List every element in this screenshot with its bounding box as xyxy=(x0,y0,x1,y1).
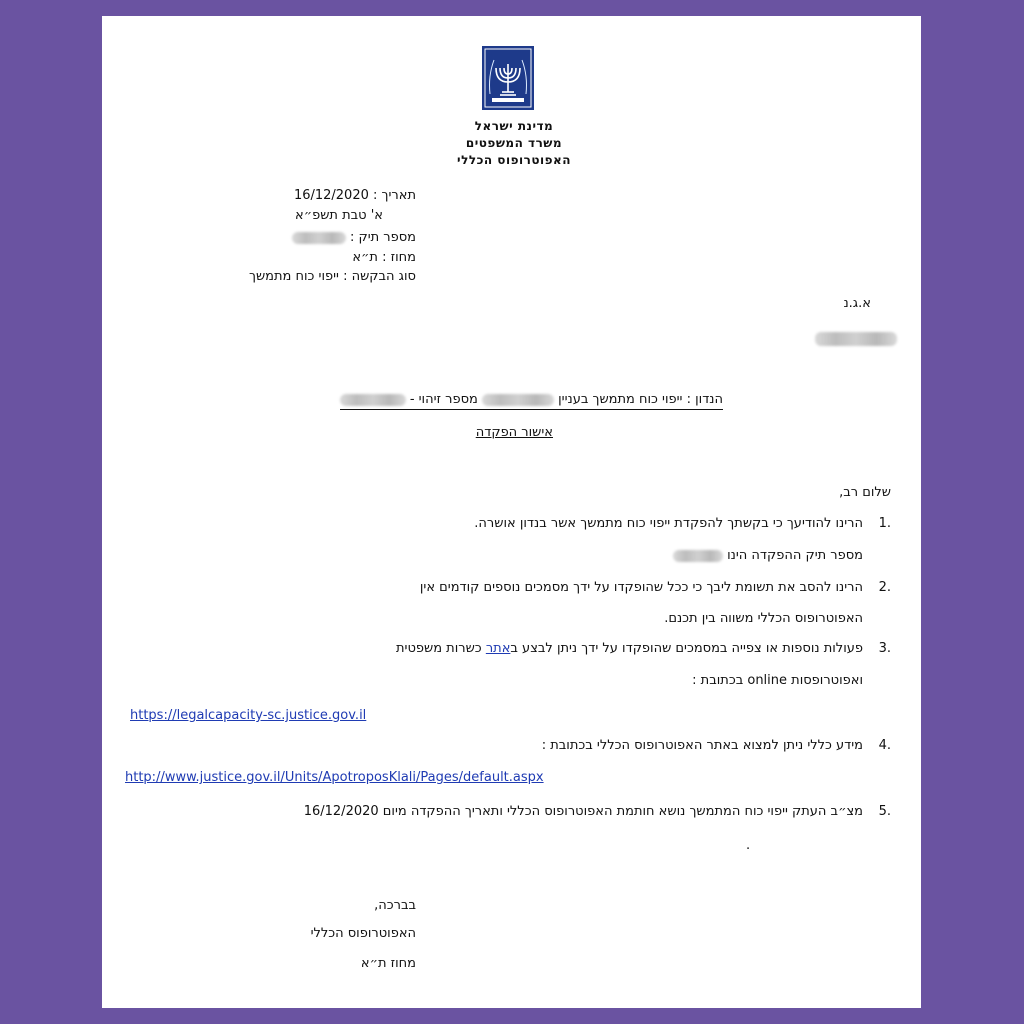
item-number-2: .2 xyxy=(878,580,891,595)
redacted-recipient xyxy=(815,332,897,346)
redacted-subject-name xyxy=(482,394,554,406)
district-label: מחוז : xyxy=(382,250,416,265)
justice-site-link[interactable]: http://www.justice.gov.il/Units/ApotroposKlali/Pages/default.aspx xyxy=(125,770,544,785)
header-ministry: משרד המשפטים xyxy=(465,136,563,150)
file-number-line xyxy=(292,230,416,245)
file-number-label: מספר תיק : xyxy=(349,230,416,245)
greeting: שלום רב, xyxy=(839,485,891,500)
request-type-label: סוג הבקשה : xyxy=(343,269,416,284)
item-5-text: מצ״ב העתק ייפוי כוח המתמשך נושא חותמת האפוטרופוס הכללי ותאריך ההפקדה מיום 16/12/2020 xyxy=(303,804,863,819)
header-department: האפוטרופוס הכללי xyxy=(457,153,571,167)
closing-blessing: בברכה, xyxy=(374,898,416,913)
date-value: 16/12/2020 xyxy=(293,188,369,203)
redacted-deposit-number xyxy=(673,550,723,562)
item-3-text-after: כשרות משפטית xyxy=(396,641,486,656)
item-4-text: מידע כללי ניתן למצוא באתר האפוטרופוס הכללי בכתובת : xyxy=(541,738,863,753)
request-type-value: ייפוי כוח מתמשך xyxy=(248,269,339,284)
closing-signer: האפוטרופוס הכללי xyxy=(310,926,416,941)
item-3-continued: ואפוטרופסות online בכתובת : xyxy=(692,673,863,688)
subject-line xyxy=(340,392,723,410)
item-2-continued: האפוטרופוס הכללי משווה בין תכנם. xyxy=(664,611,863,626)
subject-title: אישור הפקדה xyxy=(475,425,553,440)
letter-page xyxy=(102,16,921,1008)
item-number-1: .1 xyxy=(878,516,891,531)
item-3-text-before: פעולות נוספות או צפייה במסמכים שהופקדו על ידך ניתן לבצע ב xyxy=(510,641,863,656)
recipient-name xyxy=(815,328,897,347)
item-2-text: הרינו להסב את תשומת ליבך כי ככל שהופקדו על ידך מסמכים נוספים קודמים אין xyxy=(419,580,863,595)
legal-capacity-link[interactable]: https://legalcapacity-sc.justice.gov.il xyxy=(130,708,367,723)
district-line xyxy=(352,250,416,265)
closing-district: מחוז ת״א xyxy=(360,956,416,971)
item-number-4: .4 xyxy=(878,738,891,753)
subject-id-label: מספר זיהוי - xyxy=(409,392,478,407)
request-type-line xyxy=(249,269,416,284)
date-label: תאריך : xyxy=(373,188,416,203)
subject-text: ייפוי כוח מתמשך בעניין xyxy=(558,392,683,407)
item-number-5: .5 xyxy=(878,804,891,819)
state-emblem-icon xyxy=(482,46,534,110)
subject-label: הנדון : xyxy=(686,392,723,407)
header-state: מדינת ישראל xyxy=(474,119,554,133)
recipient-salutation: א.ג.נ xyxy=(843,296,871,311)
deposit-file-label: מספר תיק ההפקדה הינו xyxy=(727,548,863,563)
date-line xyxy=(294,188,416,203)
hebrew-date: א' טבת תשפ״א xyxy=(295,208,383,223)
district-value: ת״א xyxy=(352,250,378,265)
stray-dot: . xyxy=(746,838,751,853)
item-1-text: הרינו להודיעך כי בקשתך להפקדת ייפוי כוח מתמשך אשר בנדון אושרה. xyxy=(474,516,863,531)
site-link[interactable]: אתר xyxy=(485,641,511,656)
redacted-file-number xyxy=(292,232,346,244)
item-number-3: .3 xyxy=(878,641,891,656)
redacted-id-number xyxy=(340,394,406,406)
item-3-text xyxy=(396,641,863,656)
deposit-file-line xyxy=(673,548,863,563)
